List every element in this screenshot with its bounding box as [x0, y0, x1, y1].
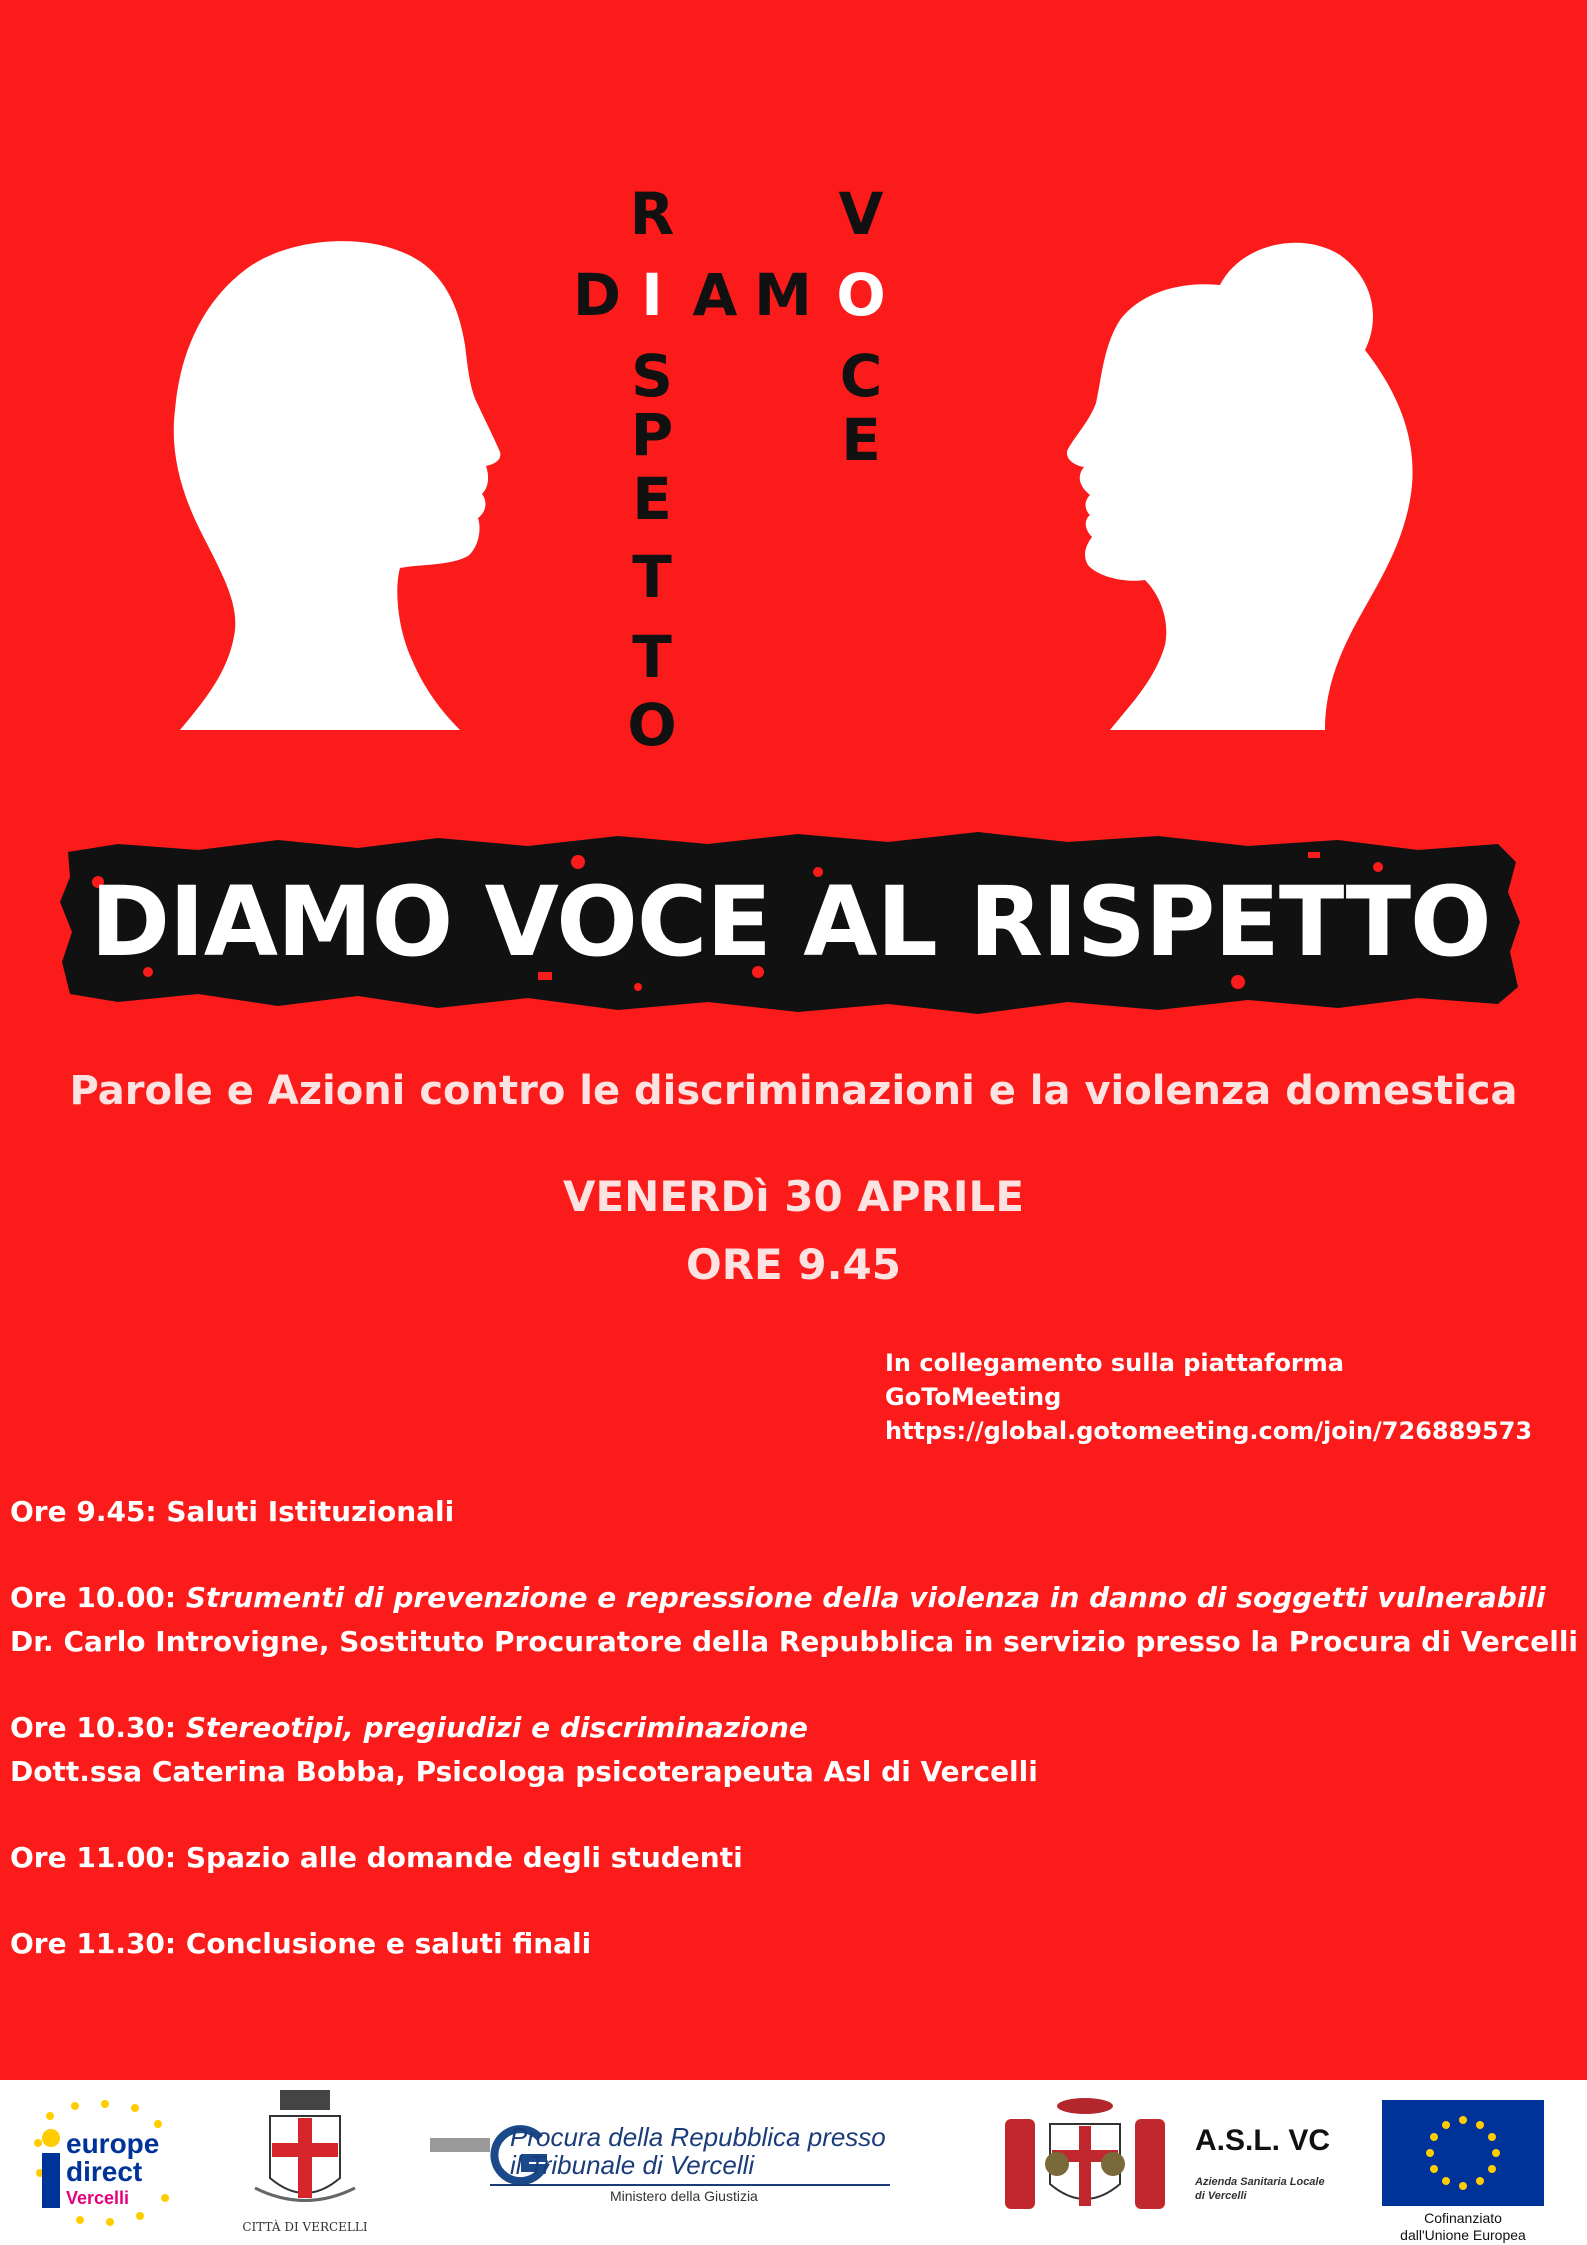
agenda-time: Ore 10.30:: [10, 1711, 177, 1744]
crossword-t1: T: [632, 543, 672, 611]
event-time: ORE 9.45: [686, 1240, 901, 1289]
agenda-topic: Strumenti di prevenzione e repressione della violenza in danno di soggetti vulnerabili: [176, 1581, 1546, 1614]
vercelli-crest-icon: [240, 2088, 370, 2218]
asl-crest-icon: [995, 2094, 1175, 2234]
agenda: [10, 1490, 1580, 2008]
citta-vercelli-logo: [240, 2088, 370, 2238]
agenda-item: [10, 1576, 1580, 1664]
meeting-link[interactable]: https://global.gotomeeting.com/join/726889573: [885, 1417, 1533, 1445]
agenda-item: [10, 1836, 1580, 1880]
procura-line2: il Tribunale di Vercelli: [510, 2150, 755, 2180]
crossword-e2: E: [841, 406, 881, 474]
crossword-m: M: [754, 261, 812, 329]
agenda-time: Ore 11.30:: [10, 1927, 177, 1960]
eu-flag-icon: [1382, 2100, 1544, 2206]
europe-direct-line2: direct: [66, 2156, 143, 2187]
subtitle: Parole e Azioni contro le discriminazioni e la violenza domestica: [69, 1068, 1518, 1114]
agenda-text: Conclusione e saluti finali: [176, 1927, 592, 1960]
crossword-i-shared: I: [641, 261, 663, 329]
crossword-v: V: [838, 180, 884, 248]
citta-caption: CITTÀ DI VERCELLI: [242, 2220, 368, 2234]
procura-line3: Ministero della Giustizia: [610, 2188, 758, 2204]
agenda-speaker: Dott.ssa Caterina Bobba, Psicologa psicoterapeuta Asl di Vercelli: [10, 1755, 1038, 1788]
crossword-c: C: [839, 342, 883, 410]
eu-cofunded-logo: [1378, 2100, 1548, 2245]
crossword-a: A: [692, 261, 738, 329]
europe-direct-line1: europe: [66, 2128, 160, 2159]
procura-rule: [490, 2184, 890, 2186]
crossword-d: D: [572, 261, 622, 329]
crossword-s: S: [631, 342, 673, 410]
crossword-p: P: [630, 401, 674, 469]
crossword-e: E: [632, 465, 672, 533]
online-platform-text: In collegamento sulla piattaforma GoToMeeting: [885, 1349, 1344, 1411]
eu-line2: dall'Unione Europea: [1400, 2227, 1526, 2243]
crossword-o-shared: O: [836, 261, 886, 329]
europe-direct-logo: [30, 2098, 180, 2228]
asl-vc-logo: [995, 2094, 1335, 2234]
crossword-r: R: [629, 180, 675, 248]
agenda-time: Ore 10.00:: [10, 1581, 177, 1614]
crossword-t2: T: [632, 623, 672, 691]
agenda-speaker: Dr. Carlo Introvigne, Sostituto Procuratore della Repubblica in servizio presso la Procura di Vercelli: [10, 1625, 1579, 1658]
agenda-text: Spazio alle domande degli studenti: [176, 1841, 743, 1874]
agenda-text: Saluti Istituzionali: [156, 1495, 455, 1528]
asl-name: A.S.L. VC: [1195, 2124, 1331, 2157]
agenda-topic: Stereotipi, pregiudizi e discriminazione: [176, 1711, 808, 1744]
partner-footer: [0, 2080, 1587, 2245]
agenda-item: [10, 1922, 1580, 1966]
procura-line1: Procura della Repubblica presso: [510, 2122, 886, 2152]
asl-sub2: di Vercelli: [1195, 2190, 1247, 2202]
online-info: [885, 1346, 1533, 1448]
crossword-o: O: [627, 691, 677, 759]
procura-grey-bar: [430, 2138, 490, 2152]
agenda-time: Ore 11.00:: [10, 1841, 177, 1874]
agenda-time: Ore 9.45:: [10, 1495, 157, 1528]
agenda-item: [10, 1706, 1580, 1794]
agenda-item: [10, 1490, 1580, 1534]
europe-direct-line3: Vercelli: [66, 2188, 130, 2208]
event-date: VENERDì 30 APRILE: [562, 1172, 1025, 1221]
procura-logo: [430, 2120, 910, 2210]
eu-line1: Cofinanziato: [1424, 2210, 1502, 2226]
page-title: DIAMO VOCE AL RISPETTO: [90, 866, 1491, 978]
male-silhouette: [150, 230, 530, 740]
female-silhouette: [980, 225, 1440, 735]
asl-sub1: Azienda Sanitaria Locale: [1195, 2176, 1325, 2188]
